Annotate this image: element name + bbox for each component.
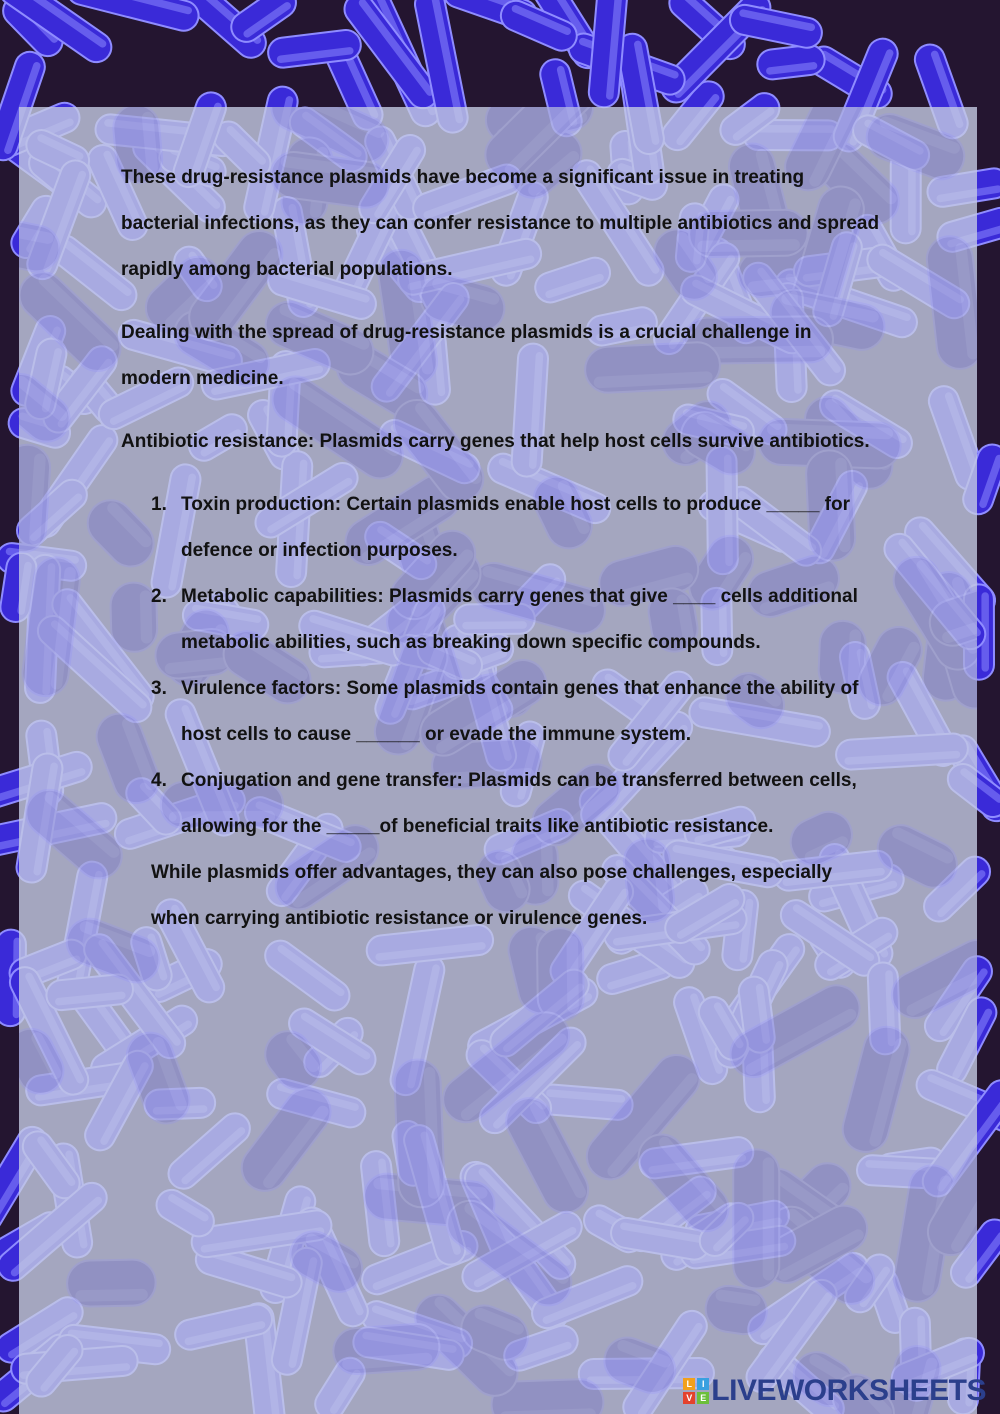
list-item-text: Conjugation and gene transfer: Plasmids can be transferred between cells, allowing for the _____of beneficial traits like antibiotic resistance. (181, 770, 857, 837)
closing-paragraph: While plasmids offer advantages, they can also pose challenges, especially when carrying antibiotic resistance or virulence genes. (151, 862, 833, 929)
plasmid-functions-list (121, 482, 881, 850)
list-item-text: Metabolic capabilities: Plasmids carry genes that give ____ cells additional metabolic abilities, such as breaking down specific compounds. (181, 586, 858, 653)
list-number: 4. (151, 770, 167, 791)
logo-text: LIVEWORKSHEETS (711, 1374, 986, 1407)
list-number: 3. (151, 678, 167, 699)
paragraph-challenge: Dealing with the spread of drug-resistance plasmids is a crucial challenge in modern medicine. (121, 322, 812, 389)
paragraph-antibiotic-resistance: Antibiotic resistance: Plasmids carry genes that help host cells survive antibiotics. (121, 431, 870, 452)
paragraph-drug-resistance: These drug-resistance plasmids have become a significant issue in treating bacterial infections, as they can confer resistance to multiple antibiotics and spread rapidly among bacterial populations. (121, 167, 880, 280)
list-number: 1. (151, 494, 167, 515)
list-item (151, 574, 881, 666)
list-item (151, 482, 881, 574)
list-item (151, 758, 881, 850)
logo-mark-icon: L I V E (683, 1378, 709, 1404)
worksheet-content (121, 155, 881, 942)
liveworksheets-logo[interactable] (683, 1376, 986, 1406)
list-item-text: Virulence factors: Some plasmids contain genes that enhance the ability of host cells to cause ______ or evade the immune system. (181, 678, 859, 745)
list-item (151, 666, 881, 758)
list-item-text: Toxin production: Certain plasmids enable host cells to produce _____ for defence or infection purposes. (181, 494, 850, 561)
list-number: 2. (151, 586, 167, 607)
